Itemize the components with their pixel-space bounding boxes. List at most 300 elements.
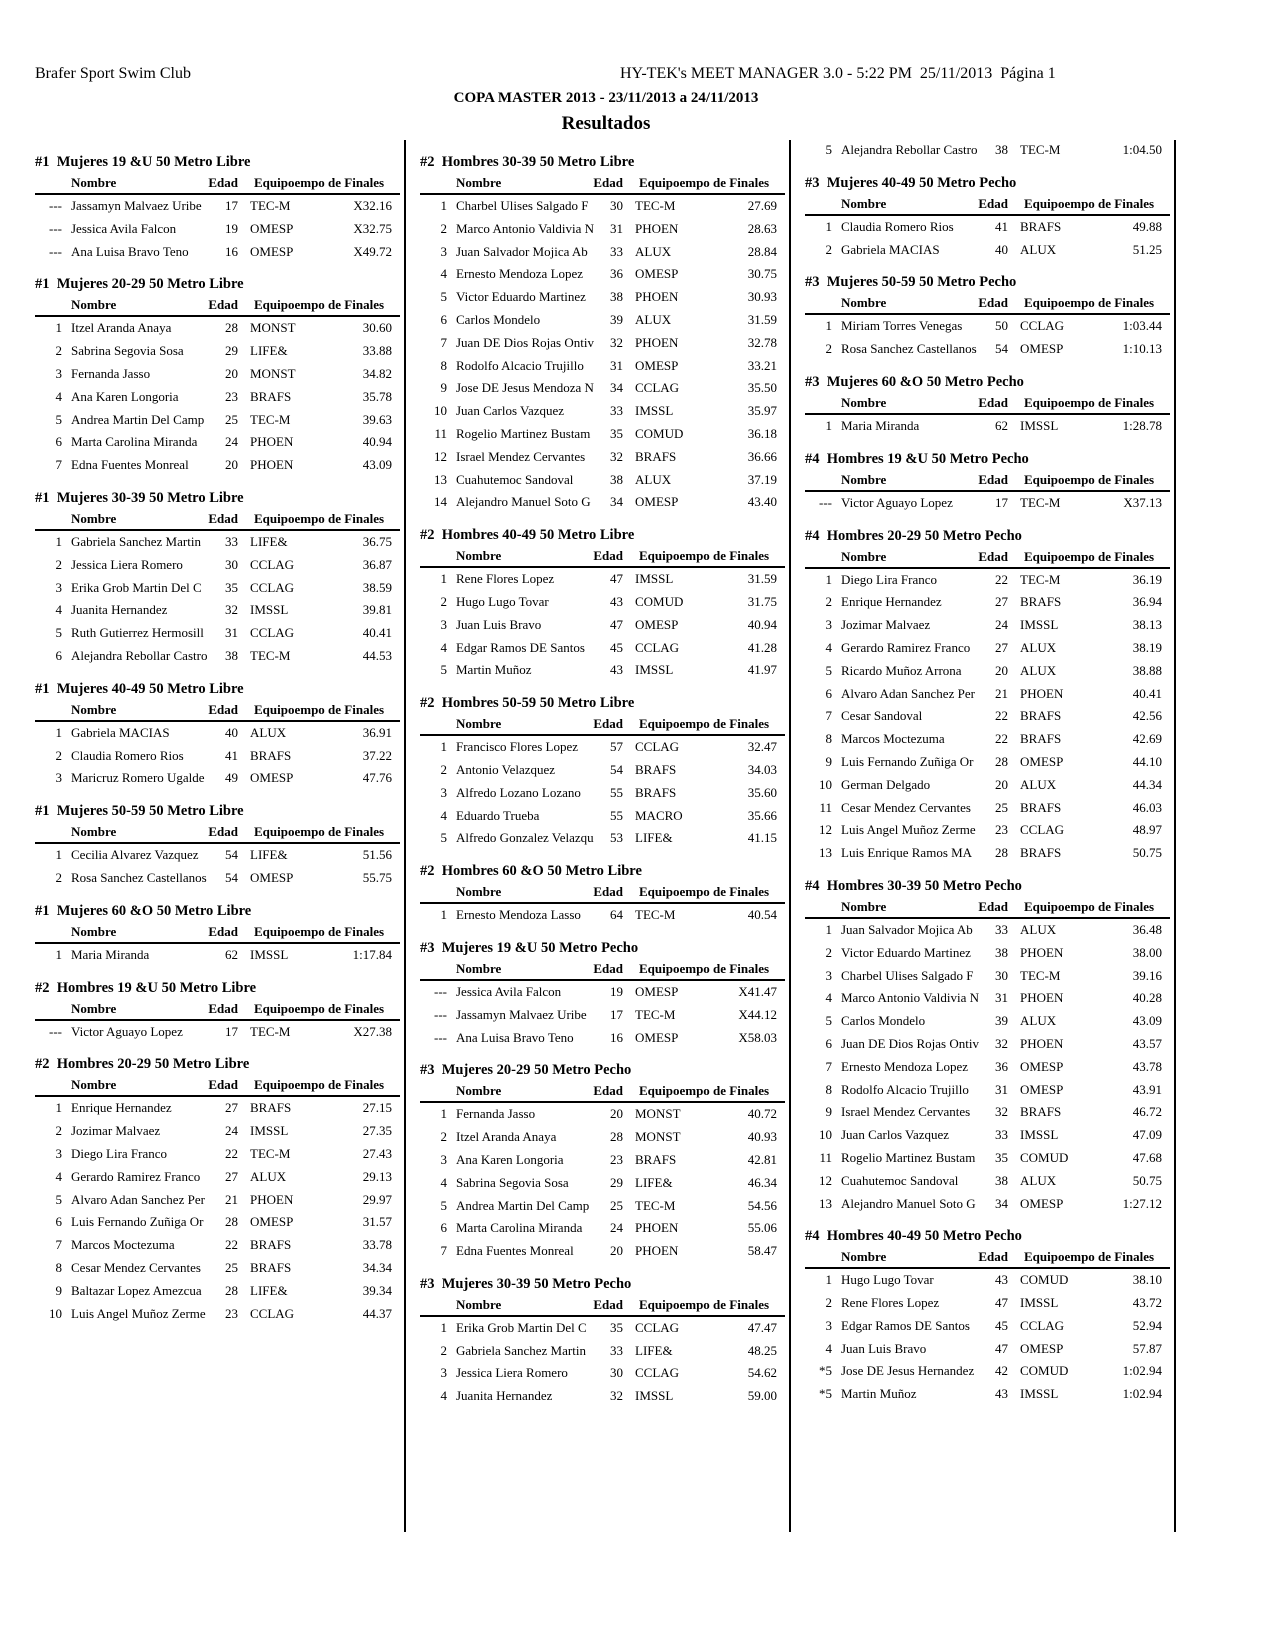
age: 17 bbox=[225, 1023, 238, 1039]
team: ALUX bbox=[635, 243, 672, 259]
place: 2 bbox=[55, 556, 62, 572]
team: IMSSL bbox=[1020, 1127, 1059, 1143]
swimmer-name: Ana Karen Longoria bbox=[456, 1151, 564, 1167]
final-time: 34.34 bbox=[362, 1259, 392, 1275]
final-time: 27.69 bbox=[747, 198, 777, 213]
swimmer-name: Juan Salvador Mojica Ab bbox=[841, 921, 973, 937]
swimmer-name: Claudia Romero Rios bbox=[71, 747, 184, 763]
final-time: 51.25 bbox=[1132, 241, 1162, 257]
team: PHOEN bbox=[635, 1243, 679, 1259]
place: 7 bbox=[825, 1058, 832, 1074]
result-row bbox=[805, 819, 1170, 842]
result-row bbox=[420, 195, 785, 218]
age: 29 bbox=[610, 1174, 623, 1190]
result-row bbox=[420, 827, 785, 850]
final-time: X49.72 bbox=[353, 243, 392, 259]
place: 7 bbox=[55, 457, 62, 473]
result-row bbox=[805, 569, 1170, 592]
age: 27 bbox=[225, 1100, 238, 1116]
team: COMUD bbox=[1020, 1272, 1069, 1288]
place: 7 bbox=[440, 1243, 447, 1259]
age: 38 bbox=[995, 142, 1008, 157]
age: 30 bbox=[610, 198, 623, 213]
age: 33 bbox=[995, 921, 1008, 937]
final-time: 36.75 bbox=[362, 533, 392, 549]
team: TEC-M bbox=[635, 1006, 676, 1022]
age: 39 bbox=[995, 1013, 1008, 1029]
swimmer-name: Luis Fernando Zuñiga Or bbox=[71, 1214, 204, 1230]
result-row bbox=[35, 340, 400, 363]
place: 8 bbox=[825, 1081, 832, 1097]
place: 3 bbox=[825, 967, 832, 983]
header-name: Nombre bbox=[71, 923, 117, 939]
swimmer-name: Jozimar Malvaez bbox=[71, 1123, 161, 1139]
result-row bbox=[805, 1315, 1170, 1338]
swimmer-name: Hugo Lugo Tovar bbox=[456, 593, 549, 609]
place: 1 bbox=[825, 417, 832, 433]
place: 5 bbox=[440, 289, 447, 305]
final-time: 32.47 bbox=[747, 739, 777, 755]
place: 4 bbox=[55, 602, 62, 618]
result-row bbox=[35, 722, 400, 745]
place: 11 bbox=[434, 425, 447, 441]
result-row bbox=[805, 492, 1170, 515]
age: 27 bbox=[225, 1168, 238, 1184]
header-age: Edad bbox=[208, 824, 238, 840]
place: 1 bbox=[55, 847, 62, 863]
swimmer-name: Claudia Romero Rios bbox=[841, 218, 954, 234]
swimmer-name: Luis Angel Muñoz Zerme bbox=[71, 1305, 206, 1321]
age: 21 bbox=[225, 1191, 238, 1207]
team: PHOEN bbox=[635, 334, 679, 350]
age: 20 bbox=[995, 776, 1008, 792]
final-time: 40.28 bbox=[1132, 990, 1162, 1006]
place: 13 bbox=[819, 845, 832, 861]
final-time: 31.59 bbox=[747, 311, 777, 327]
swimmer-name: Jose DE Jesus Hernandez bbox=[841, 1363, 975, 1379]
header-name: Nombre bbox=[841, 471, 887, 487]
result-row bbox=[420, 355, 785, 378]
age: 25 bbox=[995, 799, 1008, 815]
place: 11 bbox=[819, 1149, 832, 1165]
team: IMSSL bbox=[635, 571, 674, 587]
header-age: Edad bbox=[593, 716, 623, 732]
header-name: Nombre bbox=[841, 394, 887, 410]
swimmer-name: Israel Mendez Cervantes bbox=[841, 1104, 971, 1120]
final-time: 43.91 bbox=[1132, 1081, 1162, 1097]
table-header bbox=[805, 293, 1170, 315]
team: CCLAG bbox=[250, 579, 295, 595]
age: 17 bbox=[225, 198, 238, 213]
result-row bbox=[805, 1079, 1170, 1102]
swimmer-name: Juan DE Dios Rojas Ontiv bbox=[456, 334, 594, 350]
place: 6 bbox=[55, 1214, 62, 1230]
age: 31 bbox=[610, 357, 623, 373]
age: 25 bbox=[225, 411, 238, 427]
swimmer-name: Victor Eduardo Martinez bbox=[841, 944, 971, 960]
age: 23 bbox=[225, 388, 238, 404]
place: 1 bbox=[440, 739, 447, 755]
header-team-time: Equipoempo de Finales bbox=[1024, 548, 1155, 564]
swimmer-name: Ana Luisa Bravo Teno bbox=[71, 243, 189, 259]
swimmer-name: Ana Karen Longoria bbox=[71, 388, 179, 404]
team: TEC-M bbox=[635, 198, 676, 213]
final-time: 46.03 bbox=[1132, 799, 1162, 815]
place: *5 bbox=[819, 1363, 832, 1379]
team: PHOEN bbox=[1020, 990, 1064, 1006]
swimmer-name: Enrique Hernandez bbox=[841, 594, 942, 610]
swimmer-name: Gabriela Sanchez Martin bbox=[71, 533, 201, 549]
age: 35 bbox=[225, 579, 238, 595]
place: --- bbox=[49, 1023, 62, 1039]
final-time: 57.87 bbox=[1132, 1340, 1162, 1356]
place: 7 bbox=[825, 708, 832, 724]
result-row bbox=[420, 1217, 785, 1240]
final-time: X37.13 bbox=[1123, 494, 1162, 510]
event-title: #2 Hombres 20-29 50 Metro Libre bbox=[35, 1056, 250, 1073]
team: OMESP bbox=[1020, 1058, 1064, 1074]
result-row bbox=[420, 782, 785, 805]
team: TEC-M bbox=[1020, 967, 1061, 983]
age: 64 bbox=[610, 907, 623, 923]
header-age: Edad bbox=[208, 510, 238, 526]
swimmer-name: Alejandro Manuel Soto G bbox=[841, 1195, 976, 1211]
swimmer-name: Hugo Lugo Tovar bbox=[841, 1272, 934, 1288]
final-time: 42.56 bbox=[1132, 708, 1162, 724]
final-time: 36.66 bbox=[747, 448, 777, 464]
place: 1 bbox=[440, 907, 447, 923]
swimmer-name: Luis Fernando Zuñiga Or bbox=[841, 753, 974, 769]
result-row bbox=[35, 218, 400, 241]
place: 4 bbox=[55, 1168, 62, 1184]
swimmer-name: Juan Salvador Mojica Ab bbox=[456, 243, 588, 259]
result-row bbox=[420, 1103, 785, 1126]
age: 47 bbox=[995, 1295, 1008, 1311]
team: MONST bbox=[250, 365, 296, 381]
swimmer-name: Luis Angel Muñoz Zerme bbox=[841, 822, 976, 838]
header-name: Nombre bbox=[71, 824, 117, 840]
place: 5 bbox=[440, 830, 447, 846]
event-block bbox=[420, 152, 785, 514]
age: 30 bbox=[610, 1365, 623, 1381]
result-row bbox=[420, 1240, 785, 1263]
result-row bbox=[420, 759, 785, 782]
age: 47 bbox=[995, 1340, 1008, 1356]
age: 22 bbox=[995, 571, 1008, 587]
event-title: #4 Hombres 20-29 50 Metro Pecho bbox=[805, 527, 1022, 544]
final-time: 33.78 bbox=[362, 1237, 392, 1253]
place: --- bbox=[434, 983, 447, 999]
age: 32 bbox=[225, 602, 238, 618]
team: COMUD bbox=[635, 425, 684, 441]
swimmer-name: Alfredo Gonzalez Velazqu bbox=[456, 830, 594, 846]
final-time: 1:17.84 bbox=[352, 946, 392, 962]
team: OMESP bbox=[1020, 753, 1064, 769]
place: 9 bbox=[55, 1282, 62, 1298]
result-row bbox=[420, 469, 785, 492]
swimmer-name: Jessica Liera Romero bbox=[456, 1365, 568, 1381]
header-age: Edad bbox=[208, 175, 238, 190]
place: 3 bbox=[440, 1151, 447, 1167]
result-row bbox=[805, 315, 1170, 338]
place: 1 bbox=[825, 1272, 832, 1288]
swimmer-name: Martin Muñoz bbox=[456, 662, 532, 678]
event-block bbox=[35, 488, 400, 668]
result-row bbox=[805, 942, 1170, 965]
result-row bbox=[420, 736, 785, 759]
age: 47 bbox=[610, 616, 623, 632]
team: LIFE& bbox=[250, 1282, 288, 1298]
result-row bbox=[805, 919, 1170, 942]
column-divider bbox=[789, 140, 791, 1532]
result-row bbox=[420, 614, 785, 637]
age: 43 bbox=[610, 662, 623, 678]
age: 19 bbox=[225, 220, 238, 236]
place: --- bbox=[49, 220, 62, 236]
final-time: 40.72 bbox=[747, 1106, 777, 1122]
result-row bbox=[805, 216, 1170, 239]
place: 2 bbox=[440, 761, 447, 777]
age: 45 bbox=[995, 1317, 1008, 1333]
age: 47 bbox=[610, 571, 623, 587]
header-name: Nombre bbox=[456, 548, 502, 564]
age: 27 bbox=[995, 594, 1008, 610]
event-title: #3 Mujeres 40-49 50 Metro Pecho bbox=[805, 174, 1017, 191]
place: 2 bbox=[825, 944, 832, 960]
age: 55 bbox=[610, 807, 623, 823]
age: 21 bbox=[995, 685, 1008, 701]
swimmer-name: Fernanda Jasso bbox=[71, 365, 151, 381]
age: 50 bbox=[995, 318, 1008, 334]
final-time: 43.57 bbox=[1132, 1035, 1162, 1051]
place: 4 bbox=[440, 266, 447, 282]
swimmer-name: Juan DE Dios Rojas Ontiv bbox=[841, 1035, 979, 1051]
final-time: 47.47 bbox=[747, 1319, 777, 1335]
team: IMSSL bbox=[1020, 417, 1059, 433]
team: MONST bbox=[250, 320, 296, 336]
table-header bbox=[35, 295, 400, 317]
swimmer-name: Miriam Torres Venegas bbox=[841, 318, 963, 334]
table-header bbox=[805, 393, 1170, 415]
team: CCLAG bbox=[635, 639, 680, 655]
header-name: Nombre bbox=[71, 1077, 117, 1093]
final-time: 31.75 bbox=[747, 593, 777, 609]
team: OMESP bbox=[250, 869, 294, 885]
place: 4 bbox=[55, 388, 62, 404]
final-time: 50.75 bbox=[1132, 1172, 1162, 1188]
header-age: Edad bbox=[593, 1296, 623, 1312]
swimmer-name: Maricruz Romero Ugalde bbox=[71, 770, 205, 786]
final-time: 46.72 bbox=[1132, 1104, 1162, 1120]
result-row bbox=[420, 591, 785, 614]
swimmer-name: Edna Fuentes Monreal bbox=[71, 457, 189, 473]
swimmer-name: Cecilia Alvarez Vazquez bbox=[71, 847, 199, 863]
table-header bbox=[35, 700, 400, 722]
swimmer-name: Alejandra Rebollar Castro bbox=[71, 647, 208, 663]
event-title: #1 Mujeres 30-39 50 Metro Libre bbox=[35, 489, 244, 506]
place: 5 bbox=[825, 142, 832, 157]
age: 62 bbox=[995, 417, 1008, 433]
place: 5 bbox=[55, 411, 62, 427]
final-time: 38.59 bbox=[362, 579, 392, 595]
swimmer-name: Rene Flores Lopez bbox=[456, 571, 555, 587]
result-row bbox=[805, 842, 1170, 865]
final-time: 58.47 bbox=[747, 1243, 777, 1259]
place: 5 bbox=[55, 1191, 62, 1207]
team: CCLAG bbox=[635, 380, 680, 396]
event-block bbox=[35, 274, 400, 477]
swimmer-name: Victor Aguayo Lopez bbox=[71, 1023, 183, 1039]
final-time: 35.78 bbox=[362, 388, 392, 404]
result-row bbox=[35, 409, 400, 432]
header-name: Nombre bbox=[841, 898, 887, 914]
place: 2 bbox=[55, 869, 62, 885]
team: LIFE& bbox=[635, 1174, 673, 1190]
result-row bbox=[805, 1101, 1170, 1124]
team: CCLAG bbox=[635, 1365, 680, 1381]
result-row bbox=[35, 745, 400, 768]
result-row bbox=[805, 965, 1170, 988]
team: LIFE& bbox=[250, 533, 288, 549]
result-row bbox=[420, 332, 785, 355]
age: 20 bbox=[610, 1106, 623, 1122]
final-time: 55.06 bbox=[747, 1220, 777, 1236]
event-block bbox=[805, 272, 1170, 361]
team: BRAFS bbox=[635, 448, 677, 464]
table-header bbox=[420, 714, 785, 736]
column-divider bbox=[404, 140, 406, 1532]
final-time: 51.56 bbox=[362, 847, 392, 863]
final-time: 40.93 bbox=[747, 1129, 777, 1145]
age: 31 bbox=[995, 990, 1008, 1006]
team: OMESP bbox=[250, 770, 294, 786]
results-column-2 bbox=[420, 152, 785, 1419]
header-age: Edad bbox=[978, 471, 1008, 487]
place: 2 bbox=[440, 593, 447, 609]
swimmer-name: Edgar Ramos DE Santos bbox=[456, 639, 585, 655]
place: 3 bbox=[440, 1365, 447, 1381]
team: ALUX bbox=[250, 724, 287, 740]
header-name: Nombre bbox=[456, 1083, 502, 1099]
swimmer-name: Marcos Moctezuma bbox=[71, 1237, 175, 1253]
event-block bbox=[420, 861, 785, 927]
header-age: Edad bbox=[208, 701, 238, 717]
result-row bbox=[35, 241, 400, 264]
place: 13 bbox=[819, 1195, 832, 1211]
swimmer-name: Cuahutemoc Sandoval bbox=[456, 471, 574, 487]
result-row bbox=[420, 491, 785, 514]
place: 5 bbox=[825, 662, 832, 678]
team: IMSSL bbox=[1020, 1386, 1059, 1402]
result-row bbox=[420, 423, 785, 446]
age: 32 bbox=[610, 1388, 623, 1404]
team: TEC-M bbox=[1020, 142, 1061, 157]
team: IMSSL bbox=[635, 403, 674, 419]
header-name: Nombre bbox=[841, 295, 887, 311]
result-row bbox=[805, 1269, 1170, 1292]
table-header bbox=[35, 1075, 400, 1097]
event-title: #4 Hombres 30-39 50 Metro Pecho bbox=[805, 877, 1022, 894]
result-row bbox=[35, 454, 400, 477]
place: 3 bbox=[440, 243, 447, 259]
event-title: #2 Hombres 30-39 50 Metro Libre bbox=[420, 154, 635, 170]
age: 32 bbox=[610, 334, 623, 350]
table-header bbox=[805, 470, 1170, 492]
team: PHOEN bbox=[250, 457, 294, 473]
place: 9 bbox=[440, 380, 447, 396]
final-time: 43.72 bbox=[1132, 1295, 1162, 1311]
final-time: 35.66 bbox=[747, 807, 777, 823]
place: 2 bbox=[825, 594, 832, 610]
result-row bbox=[805, 683, 1170, 706]
final-time: 29.13 bbox=[362, 1168, 392, 1184]
final-time: 1:02.94 bbox=[1122, 1363, 1162, 1379]
event-block bbox=[35, 901, 400, 967]
final-time: 41.28 bbox=[747, 639, 777, 655]
final-time: 36.19 bbox=[1132, 571, 1162, 587]
swimmer-name: Victor Eduardo Martinez bbox=[456, 289, 586, 305]
table-header bbox=[35, 509, 400, 531]
age: 23 bbox=[610, 1151, 623, 1167]
final-time: 41.15 bbox=[747, 830, 777, 846]
place: 5 bbox=[825, 1013, 832, 1029]
final-time: 30.60 bbox=[362, 320, 392, 336]
result-row bbox=[420, 1126, 785, 1149]
swimmer-name: Rosa Sanchez Castellanos bbox=[71, 869, 207, 885]
result-row bbox=[805, 1147, 1170, 1170]
result-row bbox=[35, 1234, 400, 1257]
swimmer-name: Gabriela MACIAS bbox=[841, 241, 940, 257]
header-team-time: Equipoempo de Finales bbox=[254, 1000, 385, 1016]
result-row bbox=[35, 195, 400, 218]
place: 10 bbox=[819, 1127, 832, 1143]
header-name: Nombre bbox=[71, 297, 117, 313]
event-title: #4 Hombres 19 &U 50 Metro Pecho bbox=[805, 450, 1029, 467]
age: 31 bbox=[995, 1081, 1008, 1097]
place: --- bbox=[49, 243, 62, 259]
event-block bbox=[420, 693, 785, 850]
result-row bbox=[35, 531, 400, 554]
team: TEC-M bbox=[250, 411, 291, 427]
team: OMESP bbox=[635, 616, 679, 632]
team: ALUX bbox=[1020, 921, 1057, 937]
final-time: 31.59 bbox=[747, 571, 777, 587]
final-time: 31.57 bbox=[362, 1214, 392, 1230]
final-time: 39.81 bbox=[362, 602, 392, 618]
place: 2 bbox=[55, 343, 62, 359]
final-time: 29.97 bbox=[362, 1191, 392, 1207]
table-header bbox=[35, 173, 400, 195]
swimmer-name: Francisco Flores Lopez bbox=[456, 739, 579, 755]
team: LIFE& bbox=[635, 1342, 673, 1358]
age: 22 bbox=[995, 708, 1008, 724]
team: ALUX bbox=[635, 471, 672, 487]
event-block bbox=[35, 978, 400, 1044]
final-time: X58.03 bbox=[738, 1029, 777, 1045]
place: --- bbox=[434, 1029, 447, 1045]
age: 35 bbox=[610, 1319, 623, 1335]
swimmer-name: Edna Fuentes Monreal bbox=[456, 1243, 574, 1259]
age: 16 bbox=[610, 1029, 623, 1045]
age: 16 bbox=[225, 243, 238, 259]
header-team-time: Equipoempo de Finales bbox=[254, 923, 385, 939]
result-row bbox=[805, 1383, 1170, 1406]
column-divider bbox=[1174, 140, 1176, 1532]
age: 38 bbox=[995, 944, 1008, 960]
place: 7 bbox=[55, 1237, 62, 1253]
meet-title: COPA MASTER 2013 - 23/11/2013 a 24/11/2013 bbox=[453, 90, 759, 106]
final-time: 37.22 bbox=[362, 747, 392, 763]
